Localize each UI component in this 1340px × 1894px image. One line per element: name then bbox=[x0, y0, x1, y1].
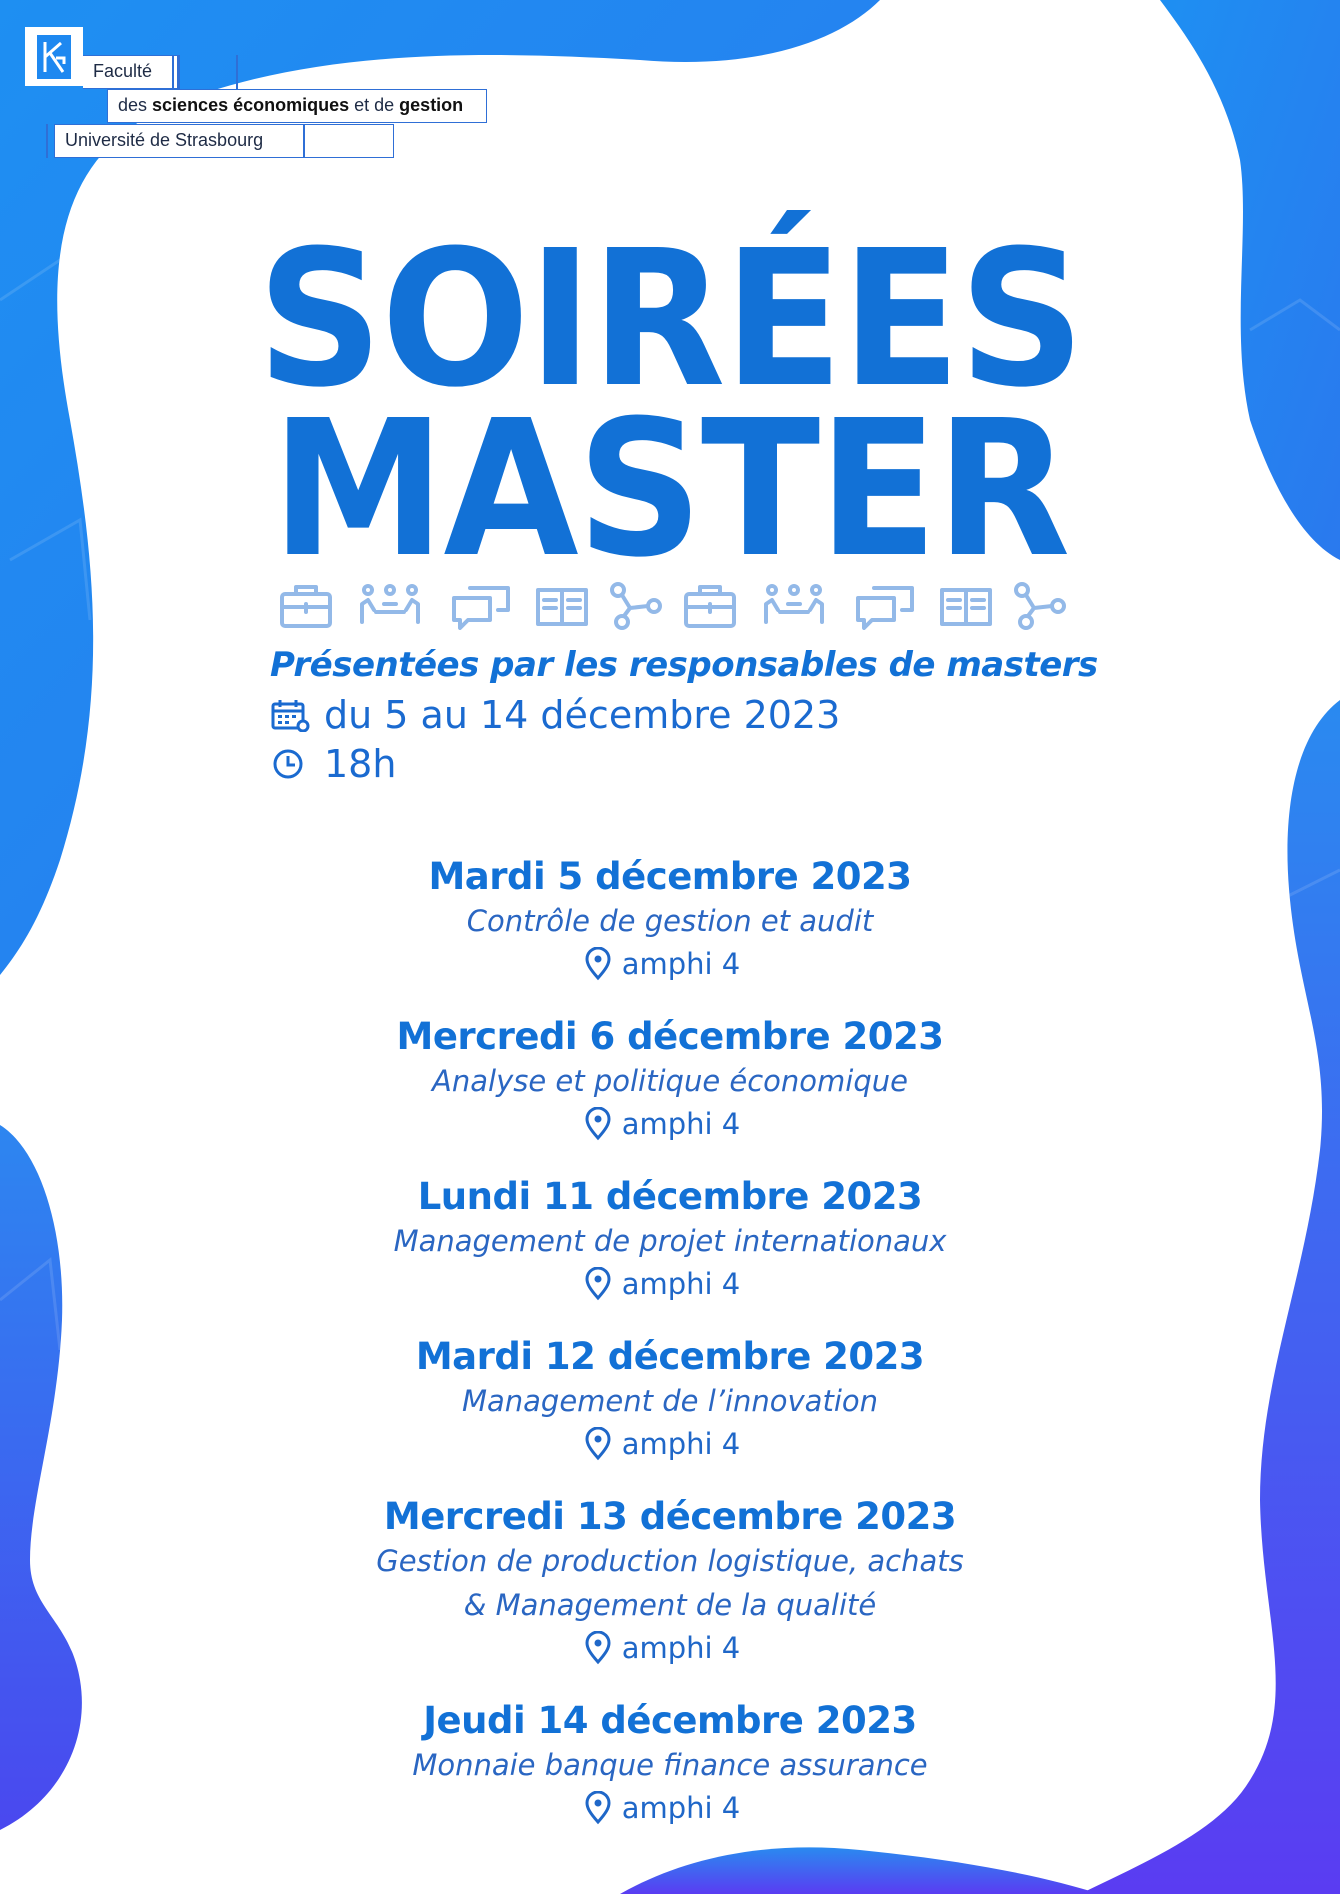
chat-icon bbox=[858, 588, 912, 628]
date-range-text: du 5 au 14 décembre 2023 bbox=[324, 693, 841, 737]
session-item bbox=[0, 1335, 1340, 1465]
header-line3: Université de Strasbourg bbox=[65, 130, 264, 150]
location-pin-icon bbox=[584, 1427, 612, 1461]
session-location bbox=[0, 1787, 1340, 1829]
location-pin-icon bbox=[584, 947, 612, 981]
faculty-logo-icon bbox=[36, 34, 72, 80]
briefcase-icon bbox=[282, 587, 330, 626]
session-date: Jeudi 14 décembre 2023 bbox=[423, 1699, 917, 1742]
header-divider bbox=[236, 55, 238, 89]
session-program: Management de projet internationaux bbox=[393, 1224, 947, 1258]
session-item bbox=[0, 1175, 1340, 1305]
session-location-text: amphi 4 bbox=[621, 1267, 741, 1301]
header-divider bbox=[303, 124, 305, 158]
location-pin-icon bbox=[584, 1107, 612, 1141]
session-location-text: amphi 4 bbox=[621, 1107, 741, 1141]
session-location-text: amphi 4 bbox=[621, 1791, 741, 1825]
header-university bbox=[54, 124, 394, 158]
book-icon bbox=[538, 590, 586, 624]
session-date: Mercredi 13 décembre 2023 bbox=[383, 1495, 957, 1538]
session-item bbox=[0, 1495, 1340, 1669]
title-line1: SOIRÉES bbox=[256, 210, 1084, 429]
clock-icon bbox=[270, 747, 310, 781]
icon-row bbox=[278, 582, 1072, 630]
title-line2: MASTER bbox=[271, 380, 1069, 599]
session-date: Lundi 11 décembre 2023 bbox=[417, 1175, 923, 1218]
faculty-logo bbox=[25, 27, 83, 86]
session-date: Mercredi 6 décembre 2023 bbox=[396, 1015, 944, 1058]
session-program: Analyse et politique économique bbox=[432, 1064, 908, 1098]
meeting-icon bbox=[766, 586, 822, 622]
header-faculty bbox=[83, 55, 178, 89]
header-faculty-name bbox=[107, 89, 487, 123]
session-item bbox=[0, 855, 1340, 985]
header-line1: Faculté bbox=[93, 61, 153, 81]
location-pin-icon bbox=[584, 1267, 612, 1301]
header-line2-mid: et de bbox=[349, 95, 400, 115]
header-divider bbox=[172, 55, 174, 89]
calendar-icon bbox=[270, 698, 310, 732]
session-item bbox=[0, 1015, 1340, 1145]
location-pin-icon bbox=[584, 1631, 612, 1665]
date-range bbox=[270, 693, 840, 737]
header-line2-bold1: sciences économiques bbox=[152, 95, 350, 115]
session-location bbox=[0, 943, 1340, 985]
session-program: Gestion de production logistique, achats bbox=[376, 1544, 964, 1578]
session-program: Management de l’innovation bbox=[461, 1384, 879, 1418]
network-icon bbox=[612, 584, 660, 628]
session-date: Mardi 12 décembre 2023 bbox=[415, 1335, 925, 1378]
chat-icon bbox=[454, 588, 508, 628]
session-location-text: amphi 4 bbox=[621, 947, 741, 981]
session-program: Contrôle de gestion et audit bbox=[466, 904, 874, 938]
session-location bbox=[0, 1103, 1340, 1145]
meeting-icon bbox=[362, 586, 418, 622]
header-line2-prefix: des bbox=[118, 95, 153, 115]
session-location bbox=[0, 1263, 1340, 1305]
subtitle: Présentées par les responsables de masters bbox=[270, 645, 1098, 685]
book-icon bbox=[942, 590, 990, 624]
header-divider bbox=[46, 124, 48, 158]
session-program: Monnaie banque finance assurance bbox=[412, 1748, 928, 1782]
location-pin-icon bbox=[584, 1791, 612, 1825]
session-location-text: amphi 4 bbox=[621, 1631, 741, 1665]
time-text: 18h bbox=[324, 742, 397, 786]
briefcase-icon bbox=[686, 587, 734, 626]
header-divider bbox=[178, 55, 180, 89]
session-location bbox=[0, 1627, 1340, 1669]
session-location-text: amphi 4 bbox=[621, 1427, 741, 1461]
network-icon bbox=[1016, 584, 1064, 628]
session-date: Mardi 5 décembre 2023 bbox=[428, 855, 912, 898]
session-list bbox=[0, 855, 1340, 1859]
session-program-line2: & Management de la qualité bbox=[463, 1588, 877, 1622]
time bbox=[270, 742, 396, 786]
session-item bbox=[0, 1699, 1340, 1829]
session-location bbox=[0, 1423, 1340, 1465]
header-line2-bold2: gestion bbox=[399, 95, 464, 115]
